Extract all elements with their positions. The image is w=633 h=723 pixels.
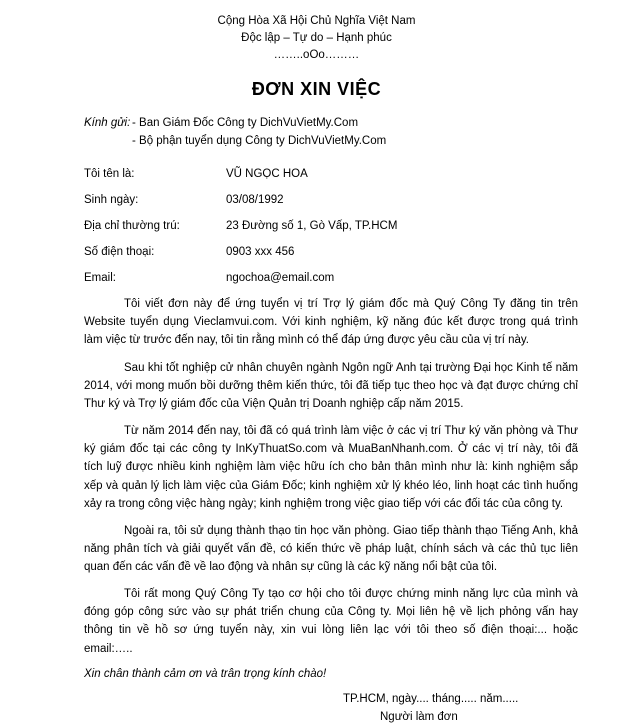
paragraph-line: quan đến các vấn đề về lao động và nhân sự cũng là các kỹ năng nổi bật của tôi. (84, 561, 498, 574)
paragraph-line: Sau khi tốt nghiệp cử nhân chuyên ngành Ngôn ngữ Anh tại trường Đại học Kinh tế năm (124, 362, 578, 374)
signer-label: Người làm đơn (380, 711, 458, 723)
closing-greeting: Xin chân thành cảm ơn và trân trọng kính chào! (84, 668, 327, 680)
paragraph-line: thông tin về hồ sơ ứng tuyển này, xin vui lòng liên lạc với tôi theo số điện thoại:... hoặc (84, 624, 578, 637)
paragraph-line: Thư ký và Trợ lý giám đốc của Viện Quản trị Doanh nghiệp cấp năm 2015. (84, 398, 464, 411)
recipient-label: Kính gửi: (84, 117, 131, 129)
paragraph-line: ký giám đốc tại các công ty InKyThuatSo.com và MuaBanNhanh.com. Ở các vị trí này, tôi đã (84, 443, 578, 456)
paragraph-line: Website tuyển dụng Vieclamvui.com. Với kinh nghiệm, kỹ năng đúc kết được trong quá trình (84, 316, 578, 329)
national-header-ornament: ……..oOo……… (273, 49, 360, 61)
paragraph-line: xảy ra trong công việc hàng ngày; kinh nghiệm trong việc giao tiếp với các đối tác của công ty. (84, 497, 564, 510)
field-value-phone: 0903 xxx 456 (226, 246, 295, 258)
paragraph-skills (84, 522, 578, 577)
field-label-name: Tôi tên là: (84, 168, 135, 180)
paragraph-education (84, 359, 578, 414)
paragraph-line: Ngoài ra, tôi sử dụng thành thạo tin học văn phòng. Giao tiếp thành thạo Tiếng Anh, khả (124, 525, 578, 537)
recipient-line-2: - Bộ phận tuyển dụng Công ty DichVuVietMy.Com (132, 135, 387, 147)
field-value-address: 23 Đường số 1, Gò Vấp, TP.HCM (226, 220, 398, 232)
field-label-birthdate: Sinh ngày: (84, 194, 139, 206)
field-value-birthdate: 03/08/1992 (226, 194, 284, 206)
field-label-phone: Số điện thoại: (84, 246, 155, 258)
paragraph-line: làm việc từ trước đến nay, tôi tin rằng mình có thể đáp ứng được yêu cầu của vị trí này. (84, 334, 529, 347)
place-date-line: TP.HCM, ngày.... tháng..... năm..... (343, 693, 519, 705)
field-label-email: Email: (84, 272, 116, 284)
paragraph-experience (84, 422, 578, 513)
paragraph-line: Tôi viết đơn này để ứng tuyển vị trí Trợ lý giám đốc mà Quý Công Ty đăng tin trên (124, 298, 578, 310)
paragraph-line: tích luỹ được nhiều kinh nghiệm làm việc hữu ích cho bản thân mình như là: kinh nghiệm sắp (84, 461, 578, 474)
paragraph-line: Tôi rất mong Quý Công Ty tạo cơ hội cho tôi được chứng minh năng lực của mình và (124, 588, 578, 600)
field-label-address: Địa chỉ thường trú: (84, 220, 180, 232)
paragraph-line: xếp và quản lý lịch làm việc của Giám Đốc; kinh nghiệm xử lý khéo léo, linh hoạt các tình huống (84, 479, 578, 492)
field-value-email: ngochoa@email.com (226, 272, 335, 284)
paragraph-line: email:….. (84, 642, 133, 655)
national-header-line-2: Độc lập – Tự do – Hạnh phúc (241, 32, 392, 44)
national-header-line-1: Cộng Hòa Xã Hội Chủ Nghĩa Việt Nam (217, 15, 416, 27)
paragraph-line: đóng góp công sức vào sự phát triển chung của Công ty. Mọi liên hệ về lịch phỏng vấn hay (84, 606, 578, 619)
paragraph-intro (84, 295, 578, 350)
field-value-name: VŨ NGỌC HOA (226, 168, 308, 180)
paragraph-line: năng phân tích và giải quyết vấn đề, có kiến thức về pháp luật, chính sách và các thủ tục liên (84, 543, 578, 556)
paragraph-request (84, 585, 578, 658)
letter-title: ĐƠN XIN VIỆC (251, 79, 382, 99)
paragraph-line: Từ năm 2014 đến nay, tôi đã có quá trình làm việc ở các vị trí Thư ký văn phòng và Thư (124, 425, 578, 437)
paragraph-line: 2014, với mong muốn bồi dưỡng thêm kiến thức, tôi đã tiếp tục theo học và đạt được chứng chỉ (84, 380, 578, 393)
recipient-line-1: - Ban Giám Đốc Công ty DichVuVietMy.Com (132, 117, 359, 129)
